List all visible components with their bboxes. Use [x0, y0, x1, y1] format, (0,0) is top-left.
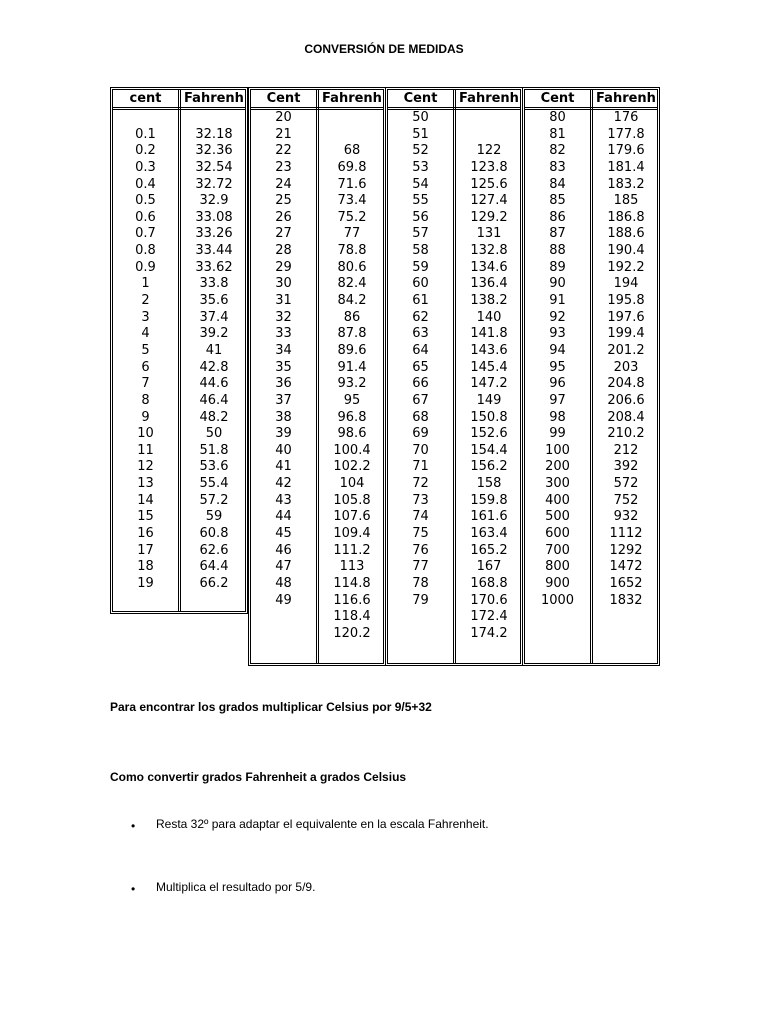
- table-cell: 33.26: [195, 226, 233, 242]
- fahrenheit-column: [319, 110, 385, 643]
- table-cell: 186.8: [607, 209, 645, 225]
- table-cell: 39.2: [199, 326, 229, 342]
- table-cell: 81: [549, 126, 566, 142]
- table-cell: 167: [476, 559, 502, 575]
- table-cell: 37.4: [199, 309, 229, 325]
- table-cell: 42: [275, 476, 292, 492]
- table-cell: 138.2: [470, 293, 508, 309]
- table-cell: 71.6: [337, 176, 367, 192]
- table-cell: [319, 127, 385, 144]
- table-cell: 156.2: [470, 459, 508, 475]
- table-cell: 200: [545, 459, 570, 475]
- table-cell: 400: [545, 492, 570, 508]
- table-cell: 143.6: [470, 342, 508, 358]
- table-cell: 59: [205, 509, 223, 525]
- table-cell: 12: [137, 459, 154, 475]
- table-cell: 86: [343, 309, 361, 325]
- table-cell: 32.9: [199, 193, 229, 209]
- table-cell: 152.6: [470, 426, 508, 442]
- table-cell: 54: [412, 176, 429, 192]
- table-cell: 47: [275, 559, 292, 575]
- table-cell: [456, 110, 522, 127]
- table-cell: 57.2: [199, 492, 229, 508]
- table-cell: 163.4: [470, 526, 508, 542]
- table-cell: 102.2: [333, 459, 371, 475]
- celsius-column: [113, 110, 178, 593]
- table-cell: 53: [412, 159, 429, 175]
- table-cell: 149: [476, 392, 502, 408]
- table-cell: 183.2: [607, 176, 645, 192]
- table-cell: 44.6: [199, 376, 229, 392]
- table-cell: [319, 110, 385, 127]
- table-cell: 572: [613, 476, 639, 492]
- table-cell: 13: [137, 476, 154, 492]
- table-cell: 14: [137, 492, 154, 508]
- table-cell: 168.8: [470, 575, 508, 591]
- table-cell: 89.6: [337, 342, 367, 358]
- table-cell: 1652: [609, 575, 643, 591]
- celsius-column: [388, 110, 453, 609]
- table-cell: 24: [275, 176, 292, 192]
- header-fahrenheit: Fahrenh: [322, 91, 382, 106]
- table-cell: 145.4: [470, 359, 508, 375]
- table-cell: 114.8: [333, 575, 371, 591]
- header-cent: cent: [129, 91, 162, 106]
- table-cell: 1832: [609, 592, 643, 608]
- table-cell: 0.9: [135, 259, 156, 275]
- table-cell: 195.8: [607, 293, 645, 309]
- table-cell: 25: [275, 193, 292, 209]
- celsius-column: [251, 110, 316, 609]
- header-fahrenheit: Fahrenh: [459, 91, 519, 106]
- table-cell: 5: [141, 342, 150, 358]
- table-cell: 32: [275, 309, 292, 325]
- table-cell: 69: [412, 426, 429, 442]
- table-cell: 129.2: [470, 209, 508, 225]
- table-cell: 41: [275, 459, 292, 475]
- table-cell: 90: [549, 276, 566, 292]
- table-cell: 204.8: [607, 376, 645, 392]
- table-cell: 27: [275, 226, 292, 242]
- table-cell: 7: [141, 376, 150, 392]
- table-cell: 71: [412, 459, 429, 475]
- table-cell: 53.6: [199, 459, 229, 475]
- table-cell: 118.4: [333, 609, 371, 625]
- table-cell: 4: [141, 326, 150, 342]
- table-cell: 177.8: [607, 126, 645, 142]
- table-cell: 208.4: [607, 409, 645, 425]
- table-cell: 800: [545, 559, 570, 575]
- table-cell: 116.6: [333, 592, 371, 608]
- table-cell: 16: [137, 526, 154, 542]
- table-cell: 206.6: [607, 392, 645, 408]
- table-cell: 176: [613, 110, 639, 125]
- table-cell: 91.4: [337, 359, 367, 375]
- table-cell: 194: [613, 276, 639, 292]
- table-cell: 212: [613, 442, 639, 458]
- table-cell: 174.2: [470, 625, 508, 641]
- step-item: Multiplica el resultado por 5/9.: [156, 880, 316, 894]
- table-cell: 210.2: [607, 426, 645, 442]
- table-cell: 87.8: [337, 326, 367, 342]
- table-cell: 31: [275, 293, 292, 309]
- table-cell: 105.8: [333, 492, 371, 508]
- table-cell: 8: [141, 392, 150, 408]
- fahrenheit-column: [456, 110, 522, 643]
- table-cell: 111.2: [333, 542, 371, 558]
- table-cell: 91: [549, 293, 566, 309]
- table-cell: [456, 127, 522, 144]
- table-cell: 75.2: [337, 209, 367, 225]
- table-cell: 197.6: [607, 309, 645, 325]
- table-cell: 98.6: [337, 426, 367, 442]
- table-cell: 109.4: [333, 526, 371, 542]
- conversion-table-2: [248, 87, 386, 666]
- table-cell: 39: [275, 426, 292, 442]
- table-cell: 87: [549, 226, 566, 242]
- header-fahrenheit: Fahrenh: [596, 91, 656, 106]
- table-cell: 30: [275, 276, 292, 292]
- table-cell: [113, 110, 178, 127]
- table-cell: 57: [412, 226, 429, 242]
- table-cell: 23: [275, 159, 292, 175]
- table-cell: 159.8: [470, 492, 508, 508]
- table-cell: 165.2: [470, 542, 508, 558]
- table-cell: 700: [545, 542, 570, 558]
- table-cell: 300: [545, 476, 570, 492]
- header-cent: Cent: [540, 91, 575, 106]
- table-cell: 192.2: [607, 259, 645, 275]
- table-cell: 161.6: [470, 509, 508, 525]
- table-cell: 154.4: [470, 442, 508, 458]
- table-cell: 113: [339, 559, 365, 575]
- table-cell: 932: [613, 509, 639, 525]
- table-cell: 120.2: [333, 625, 371, 641]
- table-cell: 93.2: [337, 376, 367, 392]
- table-cell: 104: [339, 476, 365, 492]
- table-cell: 64.4: [199, 559, 229, 575]
- table-cell: 1472: [609, 559, 643, 575]
- table-cell: 29: [275, 259, 292, 275]
- table-cell: 100.4: [333, 442, 371, 458]
- formula-text: Para encontrar los grados multiplicar Celsius por 9/5+32: [110, 700, 432, 714]
- table-cell: 134.6: [470, 259, 508, 275]
- table-cell: 55.4: [199, 476, 229, 492]
- table-cell: 48.2: [199, 409, 229, 425]
- table-cell: 77: [412, 559, 429, 575]
- table-cell: 131: [476, 226, 502, 242]
- table-cell: 99: [549, 426, 566, 442]
- table-cell: 123.8: [470, 159, 508, 175]
- header-fahrenheit: Fahrenh: [184, 91, 244, 106]
- table-cell: 66.2: [199, 575, 229, 591]
- table-cell: 70: [412, 442, 429, 458]
- header-cent: Cent: [403, 91, 438, 106]
- table-cell: 38: [275, 409, 292, 425]
- table-cell: 73: [412, 492, 429, 508]
- table-cell: 96: [549, 376, 566, 392]
- table-cell: 66: [412, 376, 429, 392]
- table-cell: 80: [549, 110, 566, 125]
- table-cell: 2: [141, 293, 150, 309]
- table-cell: 37: [275, 392, 292, 408]
- table-cell: 181.4: [607, 159, 645, 175]
- table-cell: 10: [137, 426, 154, 442]
- table-cell: 45: [275, 526, 292, 542]
- table-cell: 95: [549, 359, 566, 375]
- table-cell: 9: [141, 409, 150, 425]
- table-cell: 55: [412, 193, 429, 209]
- table-cell: 83: [549, 159, 566, 175]
- table-cell: 34: [275, 342, 292, 358]
- table-cell: 46: [275, 542, 292, 558]
- conversion-table-1: [110, 87, 248, 614]
- bullet-icon: •: [131, 882, 136, 896]
- table-cell: 1000: [540, 592, 575, 608]
- fahrenheit-column: [593, 110, 659, 609]
- table-cell: 79: [412, 592, 429, 608]
- table-cell: 96.8: [337, 409, 367, 425]
- table-header: [388, 90, 520, 110]
- table-cell: 33.44: [195, 243, 233, 259]
- table-cell: 86: [549, 209, 566, 225]
- table-cell: [181, 110, 247, 127]
- table-cell: 170.6: [470, 592, 508, 608]
- table-cell: 76: [412, 542, 429, 558]
- table-cell: 33: [275, 326, 292, 342]
- table-cell: 94: [549, 342, 566, 358]
- table-cell: 78.8: [337, 243, 367, 259]
- table-cell: 63: [412, 326, 429, 342]
- table-cell: 22: [275, 143, 292, 159]
- table-cell: 201.2: [607, 342, 645, 358]
- table-cell: 0.7: [135, 226, 156, 242]
- step-item: Resta 32º para adaptar el equivalente en la escala Fahrenheit.: [156, 817, 489, 831]
- table-cell: 97: [549, 392, 566, 408]
- table-cell: 150.8: [470, 409, 508, 425]
- table-header: [113, 90, 245, 110]
- table-cell: 0.8: [135, 243, 156, 259]
- table-cell: 51.8: [199, 442, 229, 458]
- table-cell: 125.6: [470, 176, 508, 192]
- table-cell: 199.4: [607, 326, 645, 342]
- table-cell: 0.3: [135, 159, 156, 175]
- table-cell: 127.4: [470, 193, 508, 209]
- table-cell: 15: [137, 509, 154, 525]
- table-cell: 1292: [609, 542, 643, 558]
- table-cell: 85: [549, 193, 566, 209]
- page-title: CONVERSIÓN DE MEDIDAS: [304, 42, 464, 56]
- table-cell: 59: [412, 259, 429, 275]
- table-cell: 140: [476, 309, 502, 325]
- table-cell: 48: [275, 575, 292, 591]
- table-cell: 64: [412, 342, 429, 358]
- bullet-icon: •: [131, 819, 136, 833]
- table-cell: 32.54: [195, 159, 233, 175]
- table-cell: 26: [275, 209, 292, 225]
- table-cell: 203: [613, 359, 639, 375]
- table-cell: 65: [412, 359, 429, 375]
- table-cell: 49: [275, 592, 292, 608]
- table-cell: 3: [141, 309, 150, 325]
- table-cell: 50: [205, 426, 223, 442]
- table-cell: 36: [275, 376, 292, 392]
- table-cell: 84: [549, 176, 566, 192]
- table-cell: 32.18: [195, 126, 233, 142]
- table-cell: 0.5: [135, 193, 156, 209]
- conversion-table-4: [522, 87, 660, 666]
- table-cell: 68: [343, 143, 361, 159]
- table-cell: 32.72: [195, 176, 233, 192]
- table-cell: 93: [549, 326, 566, 342]
- table-cell: 60.8: [199, 526, 229, 542]
- table-cell: 62.6: [199, 542, 229, 558]
- table-cell: 6: [141, 359, 150, 375]
- table-cell: 752: [613, 492, 639, 508]
- table-cell: 51: [412, 126, 429, 142]
- table-cell: 0.4: [135, 176, 156, 192]
- table-cell: 43: [275, 492, 292, 508]
- table-cell: 84.2: [337, 293, 367, 309]
- table-cell: 33.8: [199, 276, 229, 292]
- table-cell: 33.62: [195, 259, 233, 275]
- table-cell: 188.6: [607, 226, 645, 242]
- table-cell: 98: [549, 409, 566, 425]
- table-header: [251, 90, 383, 110]
- table-cell: 33.08: [195, 209, 233, 225]
- table-cell: 185: [613, 193, 639, 209]
- table-cell: 56: [412, 209, 429, 225]
- table-cell: 88: [549, 243, 566, 259]
- table-cell: 392: [613, 459, 639, 475]
- celsius-column: [525, 110, 590, 609]
- table-cell: 132.8: [470, 243, 508, 259]
- table-cell: 95: [343, 392, 361, 408]
- table-cell: 67: [412, 392, 429, 408]
- table-cell: 21: [275, 126, 292, 142]
- table-cell: 68: [412, 409, 429, 425]
- table-cell: 50: [412, 110, 429, 125]
- table-cell: 122: [476, 143, 502, 159]
- table-cell: 136.4: [470, 276, 508, 292]
- table-cell: 42.8: [199, 359, 229, 375]
- table-cell: 500: [545, 509, 570, 525]
- table-cell: 41: [205, 342, 223, 358]
- table-cell: 75: [412, 526, 429, 542]
- table-cell: 1: [141, 276, 150, 292]
- table-cell: 46.4: [199, 392, 229, 408]
- table-cell: 900: [545, 575, 570, 591]
- header-cent: Cent: [266, 91, 301, 106]
- table-cell: 600: [545, 526, 570, 542]
- table-cell: 60: [412, 276, 429, 292]
- table-cell: 20: [275, 110, 292, 125]
- table-cell: 17: [137, 542, 154, 558]
- table-cell: 35: [275, 359, 292, 375]
- table-cell: 80.6: [337, 259, 367, 275]
- table-cell: 28: [275, 243, 292, 259]
- table-cell: 107.6: [333, 509, 371, 525]
- table-cell: 82.4: [337, 276, 367, 292]
- table-cell: 18: [137, 559, 154, 575]
- conversion-table-3: [385, 87, 523, 666]
- table-cell: 72: [412, 476, 429, 492]
- table-cell: 179.6: [607, 143, 645, 159]
- table-cell: 172.4: [470, 609, 508, 625]
- table-cell: 141.8: [470, 326, 508, 342]
- table-cell: 73.4: [337, 193, 367, 209]
- table-cell: 89: [549, 259, 566, 275]
- table-cell: 0.6: [135, 209, 156, 225]
- table-cell: 1112: [609, 526, 643, 542]
- table-cell: 11: [137, 442, 154, 458]
- table-cell: 40: [275, 442, 292, 458]
- table-cell: 0.1: [135, 126, 156, 142]
- table-cell: 52: [412, 143, 429, 159]
- table-cell: 44: [275, 509, 292, 525]
- table-cell: 78: [412, 575, 429, 591]
- table-cell: 61: [412, 293, 429, 309]
- table-cell: 19: [137, 575, 154, 591]
- table-cell: 190.4: [607, 243, 645, 259]
- table-cell: 158: [476, 476, 502, 492]
- section-heading: Como convertir grados Fahrenheit a grados Celsius: [110, 770, 407, 784]
- table-cell: 82: [549, 143, 566, 159]
- table-cell: 62: [412, 309, 429, 325]
- fahrenheit-column: [181, 110, 247, 593]
- table-cell: 92: [549, 309, 566, 325]
- table-cell: 58: [412, 243, 429, 259]
- table-cell: 0.2: [135, 143, 156, 159]
- table-cell: 74: [412, 509, 429, 525]
- table-cell: 69.8: [337, 159, 367, 175]
- table-cell: 35.6: [199, 293, 229, 309]
- table-header: [525, 90, 657, 110]
- table-cell: 77: [343, 226, 361, 242]
- table-cell: 32.36: [195, 143, 233, 159]
- table-cell: 147.2: [470, 376, 508, 392]
- table-cell: 100: [545, 442, 570, 458]
